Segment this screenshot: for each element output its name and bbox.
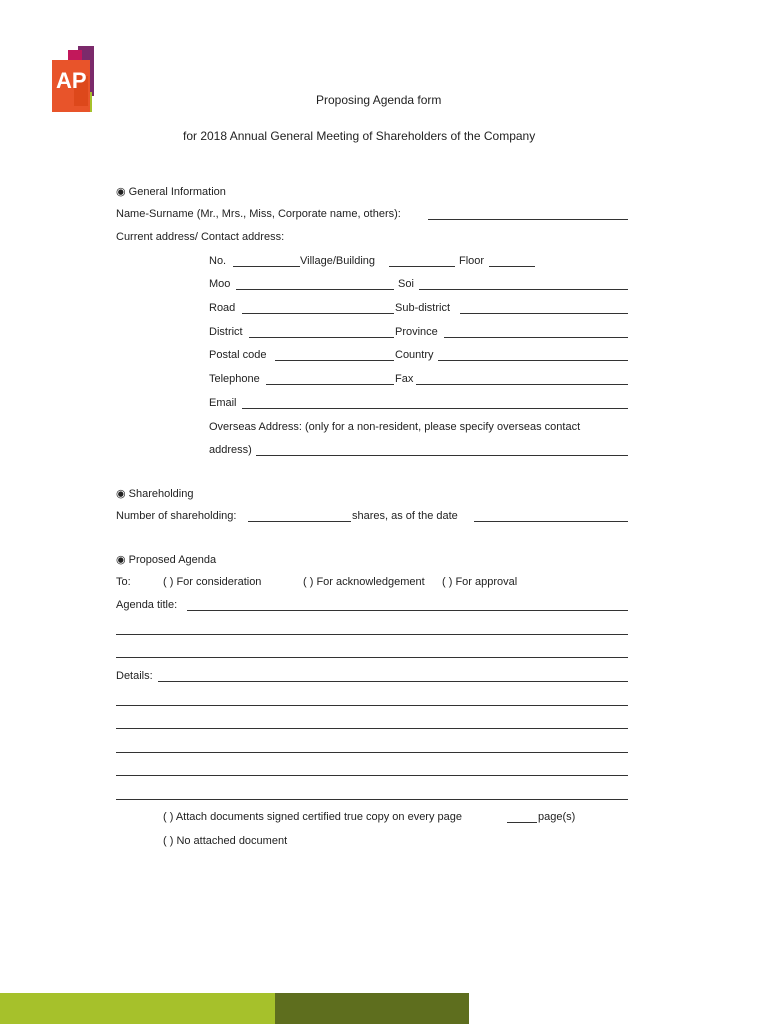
agenda-title-label: Agenda title: bbox=[116, 599, 178, 611]
country-label: Country bbox=[395, 349, 434, 361]
subdistrict-label: Sub-district bbox=[395, 302, 451, 314]
shareholding-label: Number of shareholding: bbox=[116, 510, 237, 522]
no-field[interactable] bbox=[233, 266, 300, 267]
road-field[interactable] bbox=[242, 313, 394, 314]
floor-label: Floor bbox=[459, 255, 485, 267]
form-subtitle: for 2018 Annual General Meeting of Shareholders of the Company bbox=[183, 129, 536, 143]
postal-field[interactable] bbox=[275, 360, 394, 361]
telephone-label: Telephone bbox=[209, 373, 260, 385]
details-field-6[interactable] bbox=[116, 799, 628, 800]
moo-field[interactable] bbox=[236, 289, 394, 290]
country-field[interactable] bbox=[438, 360, 628, 361]
no-label: No. bbox=[209, 255, 227, 267]
agenda-title-field-2[interactable] bbox=[116, 634, 628, 635]
approval-checkbox[interactable]: ( ) For approval bbox=[442, 576, 518, 588]
form-title: Proposing Agenda form bbox=[316, 93, 442, 107]
to-label: To: bbox=[116, 576, 131, 588]
details-label: Details: bbox=[116, 670, 153, 682]
postal-label: Postal code bbox=[209, 349, 267, 361]
village-field[interactable] bbox=[389, 266, 455, 267]
attach-checkbox[interactable]: ( ) Attach documents signed certified true copy on every page bbox=[163, 811, 462, 823]
agenda-heading: ◉ Proposed Agenda bbox=[116, 554, 217, 566]
soi-label: Soi bbox=[398, 278, 414, 290]
telephone-field[interactable] bbox=[266, 384, 394, 385]
agenda-title-field-3[interactable] bbox=[116, 657, 628, 658]
fax-field[interactable] bbox=[416, 384, 628, 385]
road-label: Road bbox=[209, 302, 236, 314]
details-field-2[interactable] bbox=[116, 705, 628, 706]
district-field[interactable] bbox=[249, 337, 394, 338]
district-label: District bbox=[209, 326, 243, 338]
pages-label: page(s) bbox=[538, 811, 576, 823]
address-label: Current address/ Contact address: bbox=[116, 231, 285, 243]
name-label: Name-Surname (Mr., Mrs., Miss, Corporate name, others): bbox=[116, 208, 401, 220]
acknowledgement-checkbox[interactable]: ( ) For acknowledgement bbox=[303, 576, 425, 588]
subdistrict-field[interactable] bbox=[460, 313, 628, 314]
pages-field[interactable] bbox=[507, 822, 537, 823]
overseas-label-cont: address) bbox=[209, 444, 252, 456]
fax-label: Fax bbox=[395, 373, 414, 385]
moo-label: Moo bbox=[209, 278, 231, 290]
details-field[interactable] bbox=[158, 681, 628, 682]
details-field-5[interactable] bbox=[116, 775, 628, 776]
general-info-heading: ◉ General Information bbox=[116, 186, 226, 198]
footer-bar-light bbox=[0, 993, 275, 1024]
details-field-4[interactable] bbox=[116, 752, 628, 753]
details-field-3[interactable] bbox=[116, 728, 628, 729]
province-field[interactable] bbox=[444, 337, 628, 338]
name-field[interactable] bbox=[428, 219, 628, 220]
shares-date-field[interactable] bbox=[474, 521, 628, 522]
email-field[interactable] bbox=[242, 408, 628, 409]
village-label: Village/Building bbox=[300, 255, 376, 267]
shareholding-heading: ◉ Shareholding bbox=[116, 488, 194, 500]
overseas-field[interactable] bbox=[256, 455, 628, 456]
soi-field[interactable] bbox=[419, 289, 628, 290]
email-label: Email bbox=[209, 397, 237, 409]
floor-field[interactable] bbox=[489, 266, 535, 267]
footer-bar-dark bbox=[275, 993, 469, 1024]
consideration-checkbox[interactable]: ( ) For consideration bbox=[163, 576, 262, 588]
shareholding-field[interactable] bbox=[248, 521, 351, 522]
agenda-title-field[interactable] bbox=[187, 610, 628, 611]
overseas-label: Overseas Address: (only for a non-resident, please specify overseas contact bbox=[209, 421, 581, 433]
company-logo bbox=[52, 46, 96, 114]
shares-label: shares, as of the date bbox=[352, 510, 458, 522]
logo-text: AP bbox=[56, 68, 87, 93]
no-attach-checkbox[interactable]: ( ) No attached document bbox=[163, 835, 288, 847]
province-label: Province bbox=[395, 326, 438, 338]
